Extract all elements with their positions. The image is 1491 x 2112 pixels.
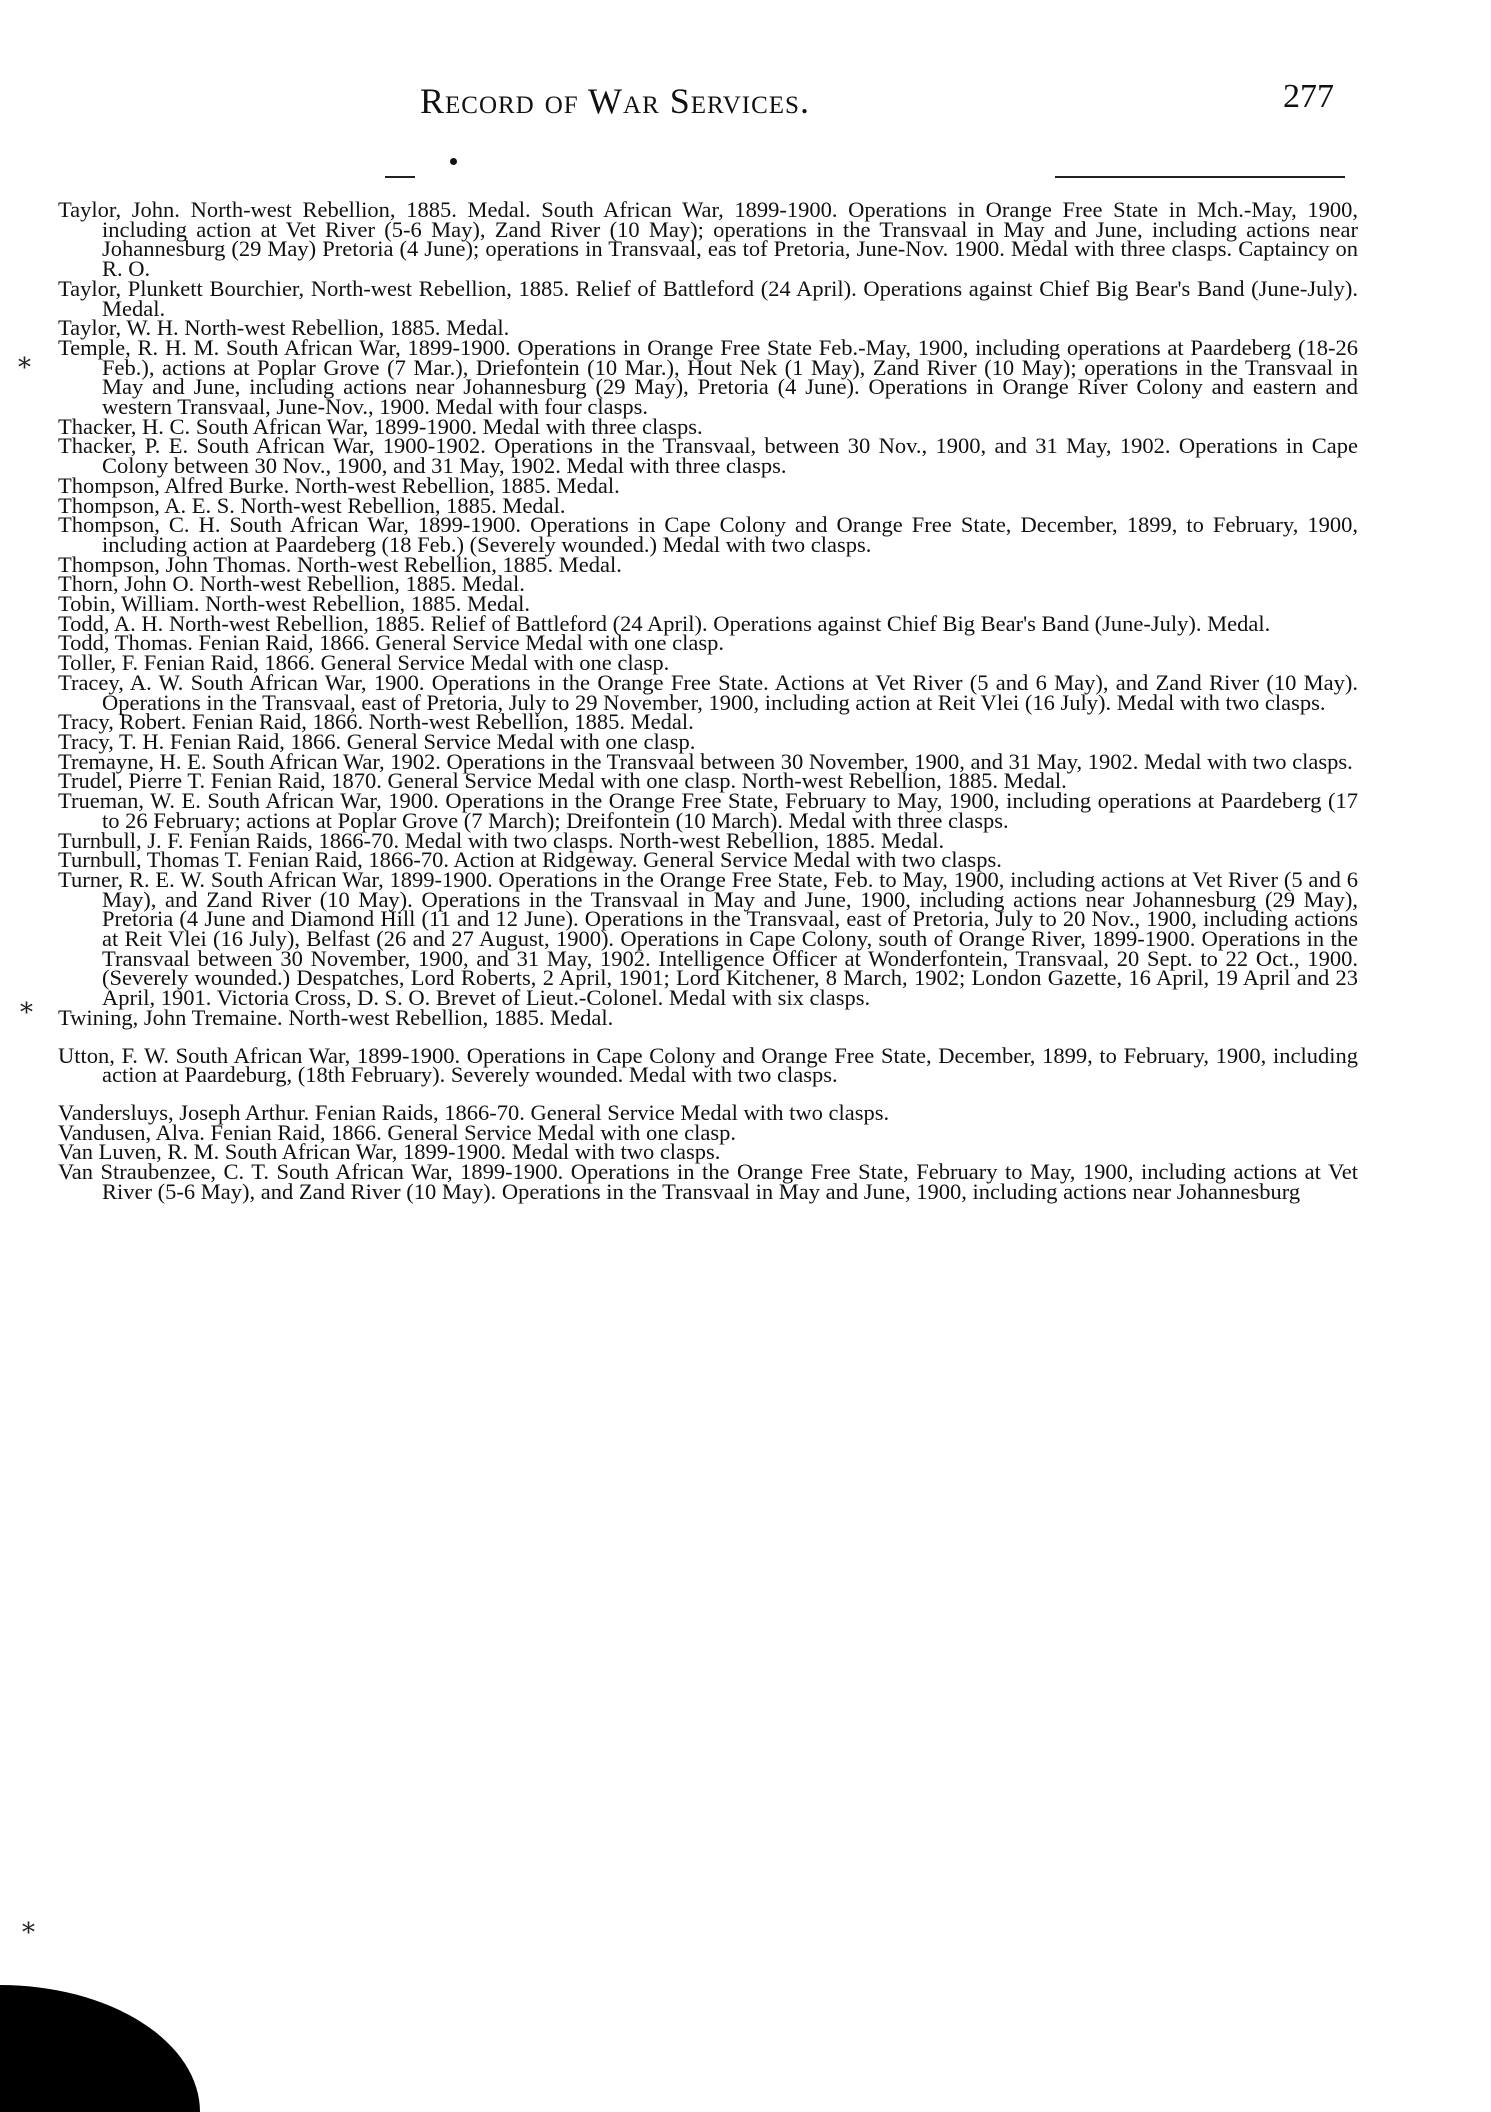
- entry-name: Taylor, W. H.: [58, 315, 179, 341]
- entry-text: Fenian Raid, 1866. General Service Medal with one clasp.: [204, 1119, 736, 1145]
- entry-text: South African War, 1900-1902. Operations in the Transvaal, between 30 Nov., 1900, and 31 May, 1902. Operations in Cape Colony between 30 Nov., 1900, and 31 May, 1902. Medal with three clasps.: [102, 433, 1358, 479]
- entry-name: Tracy, T. H.: [58, 728, 165, 754]
- entry-name: Thorn, John O.: [58, 571, 195, 597]
- list-item: [58, 275, 1358, 321]
- entry-name: Utton, F. W.: [58, 1042, 169, 1068]
- entry-name: Tracey, A. W.: [58, 669, 184, 695]
- entry-text: Fenian Raid, 1866. General Service Medal with one clasp.: [192, 630, 724, 656]
- entry-name: Thompson, John Thomas.: [58, 551, 292, 577]
- entry-name: Vandersluys, Joseph Arthur.: [58, 1099, 310, 1125]
- entry-name: Thacker, P. E.: [58, 433, 189, 459]
- entry-text: South African War, 1899-1900. Medal with two clasps.: [219, 1139, 721, 1165]
- entry-name: Tobin, William.: [58, 591, 200, 617]
- list-item: [58, 334, 1358, 420]
- entry-text: South African War, 1899-1900. Operations in Cape Colony and Orange Free State, December, 1899, to February, 1900, including action at Paardeberg (18 Feb.) (Severely wounded.) Medal with two clasps.: [102, 512, 1358, 557]
- entry-name: Todd, A. H.: [58, 610, 164, 636]
- entry-text: South African War, 1899-1900. Medal with three clasps.: [190, 413, 703, 439]
- list-item: [58, 1004, 1358, 1030]
- header-rule-right: [1055, 176, 1345, 178]
- entry-text: South African War, 1900. Operations in the Orange Free State. Actions at Vet River (5 and 6 May), and Zand River (10 May). Operations in the Transvaal, east of Pretoria, July to 29 November, 1900, including action at Reit Vlei (16 July). Medal with two clasps.: [102, 669, 1358, 715]
- entry-text: North-west Rebellion, 1885. Medal.: [199, 591, 531, 617]
- entry-name: Van Luven, R. M.: [58, 1139, 220, 1165]
- list-item: [58, 197, 1359, 282]
- entry-name: Taylor, John.: [58, 197, 180, 222]
- entry-text: Fenian Raid, 1866-70. Action at Ridgeway. General Service Medal with two clasps.: [242, 847, 1002, 873]
- list-item: [58, 512, 1358, 557]
- page-header: [0, 80, 1491, 140]
- entry-text: Fenian Raid, 1866. General Service Medal with one clasp.: [164, 728, 696, 754]
- list-item: [58, 788, 1358, 833]
- running-title: Record of War Services.: [420, 81, 810, 121]
- list-item: [58, 866, 1358, 1011]
- entry-text: South African War, 1899-1900. Operations in the Orange Free State, Feb. to May, 1900, including actions at Vet River (5 and 6 May), and Zand River (10 May). Operations in the Transvaal in May and June, 1900, including actions near Johannesburg (29 May), Pretoria (4 June and Diamond Hill (11 and 12 June). Operations in the Transvaal, east of Pretoria, July to 20 Nov., 1900, including actions at Reit Vlei (16 July), Belfast (26 and 27 August, 1900). Operations in Cape Colony, south of Orange River, 1899-1900. Operations in the Transvaal between 30 November, 1900, and 31 May, 1902. Intelligence Officer at Wonderfontein, Transvaal, 20 Sept. to 22 Oct., 1900. (Severely wounded.) Despatches, Lord Roberts, 2 April, 1901; Lord Kitchener, 8 March, 1902; London Gazette, 16 April, 19 April and 23 April, 1901. Victoria Cross, D. S. O. Brevet of Lieut.-Colonel. Medal with six clasps.: [102, 866, 1358, 1011]
- margin-mark-icon: ⁎: [22, 1910, 35, 1939]
- entry-text: North-west Rebellion, 1885. Medal.: [291, 551, 622, 577]
- entry-name: Tracy, Robert.: [58, 709, 187, 735]
- entries-list: [58, 197, 1359, 1204]
- entry-name: Van Straubenzee, C. T.: [58, 1159, 269, 1185]
- entry-text: South African War, 1900. Operations in the Orange Free State, February to May, 1900, including operations at Paardeberg (17 to 26 February; actions at Poplar Grove (7 March); Dreifontein (10 March). Medal with three clasps.: [102, 788, 1358, 833]
- entry-text: North-west Rebellion, 1885. Relief of Battleford (24 April). Operations against Chief Big Bear's Band (June-July). Medal.: [163, 610, 1271, 636]
- entry-text: North-west Rebellion, 1885. Medal.: [194, 571, 525, 597]
- entry-text: South African War, 1899-1900. Operations in Orange Free State Feb.-May, 1900, including operations at Paardeberg (18-26 Feb.), actions at Poplar Grove (7 Mar.), Driefontein (10 Mar.), Hout Nek (1 May), Zand River (10 May); operations in the Transvaal in May and June, including actions near Johannesburg (29 May), Pretoria (4 June). Operations in Orange River Colony and eastern and western Transvaal, June-Nov., 1900. Medal with four clasps.: [102, 334, 1358, 420]
- entry-name: Trudel, Pierre T.: [58, 768, 206, 794]
- entry-name: Turner, R. E. W.: [58, 866, 206, 892]
- ink-dot: [450, 158, 457, 165]
- entry-name: Todd, Thomas.: [58, 630, 193, 656]
- entry-name: Thacker, H. C.: [58, 413, 191, 439]
- entry-text: Fenian Raids, 1866-70. Medal with two clasps. North-west Rebellion, 1885. Medal.: [183, 827, 945, 853]
- header-rule-left: [385, 176, 415, 178]
- entry-text: Fenian Raids, 1866-70. General Service Medal with two clasps.: [309, 1099, 890, 1125]
- margin-mark-icon: ⁎: [18, 345, 31, 374]
- entry-name: Thompson, A. E. S.: [58, 492, 235, 518]
- entry-text: North-west Rebellion, 1885. Medal.: [178, 315, 510, 341]
- entry-name: Twining, John Tremaine.: [58, 1004, 283, 1030]
- entry-text: South African War, 1899-1900. Operations in Cape Colony and Orange Free State, December, 1899, to February, 1900, including action at Paardeburg, (18th February). Severely wounded. Medal with two clasps.: [102, 1042, 1358, 1088]
- entry-text: South African War, 1899-1900. Operations in the Orange Free State, February to May, 1900, including actions at Vet River (5-6 May), and Zand River (10 May). Operations in the Transvaal in May and June, 1900, including actions near Johannesburg: [102, 1159, 1358, 1204]
- entry-text: North-west Rebellion, 1885. Medal. South African War, 1899-1900. Operations in Orange Free State in Mch.-May, 1900, including action at Vet River (5-6 May), Zand River (10 May); operations in the Transvaal in May and June, including actions near Johannesburg (29 May) Pretoria (4 June); operations in Transvaal, eas tof Pretoria, June-Nov. 1900. Medal with three clasps. Captaincy on R. O.: [102, 197, 1359, 282]
- page-number: 277: [1283, 78, 1334, 115]
- list-item: [58, 1159, 1358, 1204]
- entry-text: North-west Rebellion, 1885. Relief of Battleford (24 April). Operations against Chief Big Bear's Band (June-July). Medal.: [102, 275, 1358, 321]
- entry-name: Thompson, C. H.: [58, 512, 221, 538]
- entry-text: South African War, 1902. Operations in the Transvaal between 30 November, 1900, and 31 May, 1902. Medal with two clasps.: [206, 748, 1353, 774]
- entry-name: Vandusen, Alva.: [58, 1119, 205, 1145]
- page-edge-shadow: [0, 1985, 200, 2112]
- entry-text: Fenian Raid, 1870. General Service Medal with one clasp. North-west Rebellion, 1885. Medal.: [205, 768, 1067, 794]
- entry-text: Fenian Raid, 1866. General Service Medal with one clasp.: [138, 650, 670, 676]
- entry-name: Temple, R. H. M.: [58, 334, 220, 360]
- entry-text: North-west Rebellion, 1885. Medal.: [289, 472, 620, 498]
- entry-name: Tremayne, H. E.: [58, 748, 207, 774]
- entry-name: Taylor, Plunkett Bourchier,: [58, 275, 305, 301]
- entry-name: Turnbull, Thomas T.: [58, 847, 243, 873]
- list-item: [58, 669, 1358, 715]
- entry-name: Thompson, Alfred Burke.: [58, 472, 290, 498]
- entry-name: Toller, F.: [58, 650, 139, 676]
- list-item: [58, 433, 1358, 479]
- entry-name: Turnbull, J. F.: [58, 827, 184, 853]
- entry-text: North-west Rebellion, 1885. Medal.: [282, 1004, 614, 1030]
- entry-text: North-west Rebellion, 1885. Medal.: [234, 492, 566, 518]
- margin-mark-icon: ⁎: [20, 990, 33, 1019]
- entry-text: Fenian Raid, 1866. North-west Rebellion, 1885. Medal.: [186, 709, 694, 735]
- entry-name: Trueman, W. E.: [58, 788, 201, 814]
- list-item: [58, 1042, 1358, 1088]
